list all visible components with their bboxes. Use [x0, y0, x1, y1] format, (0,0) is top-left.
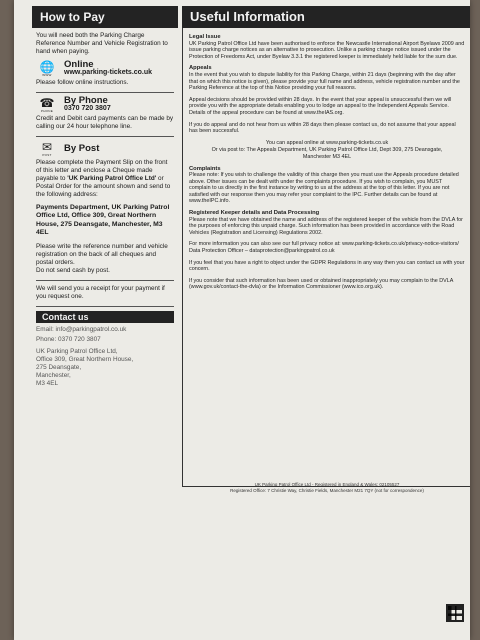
post-address: Payments Department, UK Parking Patrol Office Ltd, Office 309, Great Northern House, 275 Deansgate, Manchester, M3 4EL: [36, 204, 170, 237]
divider: [36, 92, 174, 93]
online-title: Online: [64, 59, 94, 70]
phone-number[interactable]: 0370 720 3807: [64, 105, 111, 112]
contact-address: UK Parking Patrol Office Ltd, Office 309, Great Northern House, 275 Deansgate, Manchester, M3 4EL: [36, 347, 134, 387]
useful-information-frame: [182, 28, 470, 487]
legal-issue-text: UK Parking Patrol Office Ltd have been authorised to enforce the Newcastle International Airport Byelaws 2009 and issue parking charge notices as an alternative to prosecution. Unlike a parking charge notice issued under the Protection of Freedoms Act, under Byelaw 3.3.1 the registered keeper is immediately held liable for the sum due.: [189, 40, 465, 60]
post-title: By Post: [64, 143, 100, 154]
privacy-text: For more information you can also see our full privacy notice at: www.parking-tickets.co.uk/privacy-notice-visitors/ Data Protection Officer – dataprotection@parkingpatrol.co.uk: [189, 241, 459, 255]
letter-sheet: [14, 0, 470, 640]
footer: [182, 482, 470, 494]
useful-information-header: Useful Information: [182, 6, 470, 28]
how-to-pay-intro: You will need both the Parking Charge Reference Number and Vehicle Registration to hand when paying.: [36, 32, 168, 55]
keeper-text: Please note that we have obtained the name and address of the registered keeper of the vehicle from the DVLA for the purposes of enforcing this unpaid charge. Such information has been provided in accordance with the Road Vehicles (Registration and Licensing) Regulations 2002.: [189, 216, 463, 236]
how-to-pay-column: [32, 6, 178, 506]
appeals-text-2: Appeal decisions should be provided within 28 days. In the event that your appeal is unsuccessful then we will provide you with the appropriate details enabling you to lodge an appeal to the Independent Appeals Service. Details of the appeal procedure can be found at www.theIAS.org.: [189, 96, 452, 116]
footer-line-2: Registered Office: 7 Christie Way, Christie Fields, Manchester M21 7QY (not for correspondence): [230, 487, 424, 493]
phone-section-title: [36, 97, 174, 113]
appeal-online[interactable]: You can appeal online at www.parking-tickets.co.uk: [265, 139, 389, 146]
phone-icon: ☎ PHONE: [39, 96, 55, 113]
appeal-post: Or via post to: The Appeals Department, UK Parking Patrol Office Ltd, Dept 309, 275 Deansgate, Manchester M3 4EL: [211, 147, 443, 160]
globe-icon: 🌐 WWW: [39, 60, 55, 77]
useful-information-column: [182, 6, 470, 488]
appeals-heading: Appeals: [189, 65, 212, 72]
contact-phone[interactable]: Phone: 0370 720 3807: [36, 335, 101, 343]
post-text: Please complete the Payment Slip on the front of this letter and enclose a Cheque made payable to: [36, 159, 168, 182]
divider: [36, 306, 174, 307]
dvla-text: If you consider that such information has been used or obtained inappropriately you may complain to the DVLA (www.gov.uk/contact-the-dvla) or the Information Commissioner (www.ico.org.uk).: [189, 277, 453, 291]
complaints-text: Please note: If you wish to challenge the validity of this charge then you must use the Appeals procedure detailed above. Other issues can be dealt with under the complaints procedure. If you wish to complain, you MUST complain to us directly in the first instance by writing to us at the address at the top of this letter. If you are not satisfied with our response then you may refer your complaint to the IPC. Further details can be found at www.theIPC.info.: [189, 172, 459, 205]
contact-email[interactable]: Email: info@parkingpatrol.co.uk: [36, 325, 127, 333]
gdpr-text: If you feel that you have a right to object under the GDPR Regulations in any way then you can contact us with your concern.: [189, 259, 465, 273]
phone-title: By Phone: [64, 95, 108, 106]
divider: [36, 136, 174, 137]
phone-text: Credit and Debit card payments can be made by calling our 24 hour telephone line.: [36, 115, 174, 130]
online-section-title: [36, 61, 174, 77]
post-receipt: We will send you a receipt for your payment if you request one.: [36, 284, 165, 300]
post-instructions: Please write the reference number and vehicle registration on the back of all cheques and postal orders.: [36, 242, 168, 266]
how-to-pay-header: How to Pay: [32, 6, 178, 28]
qr-code-icon: [446, 604, 464, 622]
post-payee: 'UK Parking Patrol Office Ltd': [67, 175, 157, 182]
complaints-heading: Complaints: [189, 165, 221, 172]
post-section-title: [36, 141, 174, 157]
contact-us-header: Contact us: [36, 311, 174, 323]
online-url[interactable]: www.parking-tickets.co.uk: [64, 69, 153, 76]
appeals-text-3: If you do appeal and do not hear from us within 28 days then please contact us, do not assume that your appeal has been successful.: [189, 121, 456, 135]
post-no-cash: Do not send cash by post.: [36, 266, 110, 274]
footer-line-1: UK Parking Patrol Office Ltd - Registered in England & Wales: 02105527: [254, 482, 400, 487]
divider: [36, 280, 174, 281]
post-text2: or Postal Order for the amount shown and send to the following address:: [36, 175, 171, 198]
keeper-heading: Registered Keeper details and Data Processing: [189, 210, 320, 217]
envelope-icon: ✉ POST: [41, 140, 53, 157]
online-text: Please follow online instructions.: [36, 79, 129, 86]
legal-issue-heading: Legal Issue: [189, 34, 221, 40]
appeals-text: In the event that you wish to dispute liability for this Parking Charge, within 21 days (beginning with the day after that on which this notice is given), please provide your full name and address, vehicle registration number and the Parking Reference at the top of this Notice providing your full reasons.: [189, 71, 460, 92]
